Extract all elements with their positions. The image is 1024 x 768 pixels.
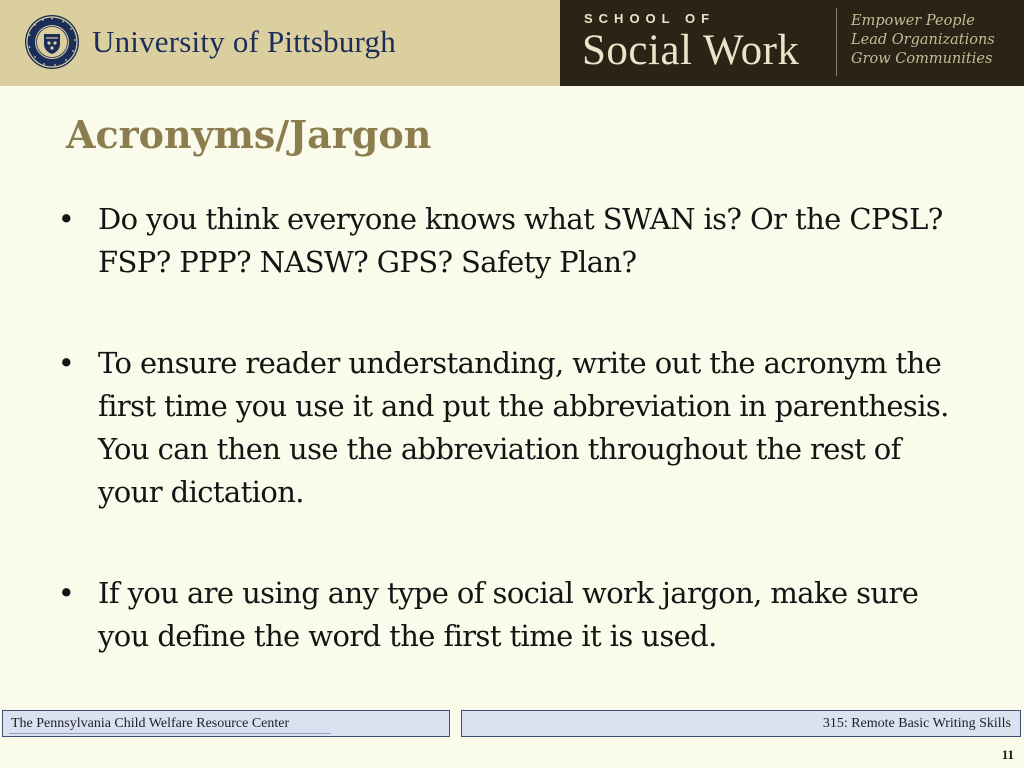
footer-course-box <box>461 710 1021 737</box>
bullet-text: To ensure reader understanding, write out the acronym the first time you use it and put the abbreviation in parenthesis. You can then use the abbreviation throughout the rest of your dictation. <box>98 346 949 509</box>
bullet-marker: • <box>57 202 75 236</box>
university-banner <box>0 0 560 86</box>
footer-organization-box <box>2 710 450 737</box>
tagline-line-2: Lead Organizations <box>851 32 995 48</box>
footer-course-title: 315: Remote Basic Writing Skills <box>822 716 1011 731</box>
tagline-line-3: Grow Communities <box>851 51 993 67</box>
school-of-label: SCHOOL OF <box>584 11 716 26</box>
tagline-line-1: Empower People <box>851 13 975 29</box>
university-seal-icon <box>24 14 80 70</box>
university-name: University of Pittsburgh <box>92 24 396 59</box>
school-tagline <box>851 12 995 69</box>
bullet-marker: • <box>57 346 75 380</box>
bullet-item <box>56 198 956 284</box>
header-divider <box>836 8 837 76</box>
school-name: Social Work <box>582 27 800 74</box>
slide-header <box>0 0 1024 86</box>
school-banner <box>560 0 1024 86</box>
bullet-item <box>56 572 956 658</box>
footer-organization: The Pennsylvania Child Welfare Resource Center <box>11 716 290 731</box>
bullet-marker: • <box>57 576 75 610</box>
bullet-text: If you are using any type of social work jargon, make sure you define the word the first time it is used. <box>98 576 919 653</box>
bullet-list <box>56 198 956 658</box>
slide-title: Acronyms/Jargon <box>66 112 432 157</box>
footer-underline <box>9 733 331 734</box>
bullet-item <box>56 342 956 514</box>
page-number: 11 <box>1001 747 1014 762</box>
bullet-text: Do you think everyone knows what SWAN is? Or the CPSL? FSP? PPP? NASW? GPS? Safety Plan? <box>98 202 943 279</box>
